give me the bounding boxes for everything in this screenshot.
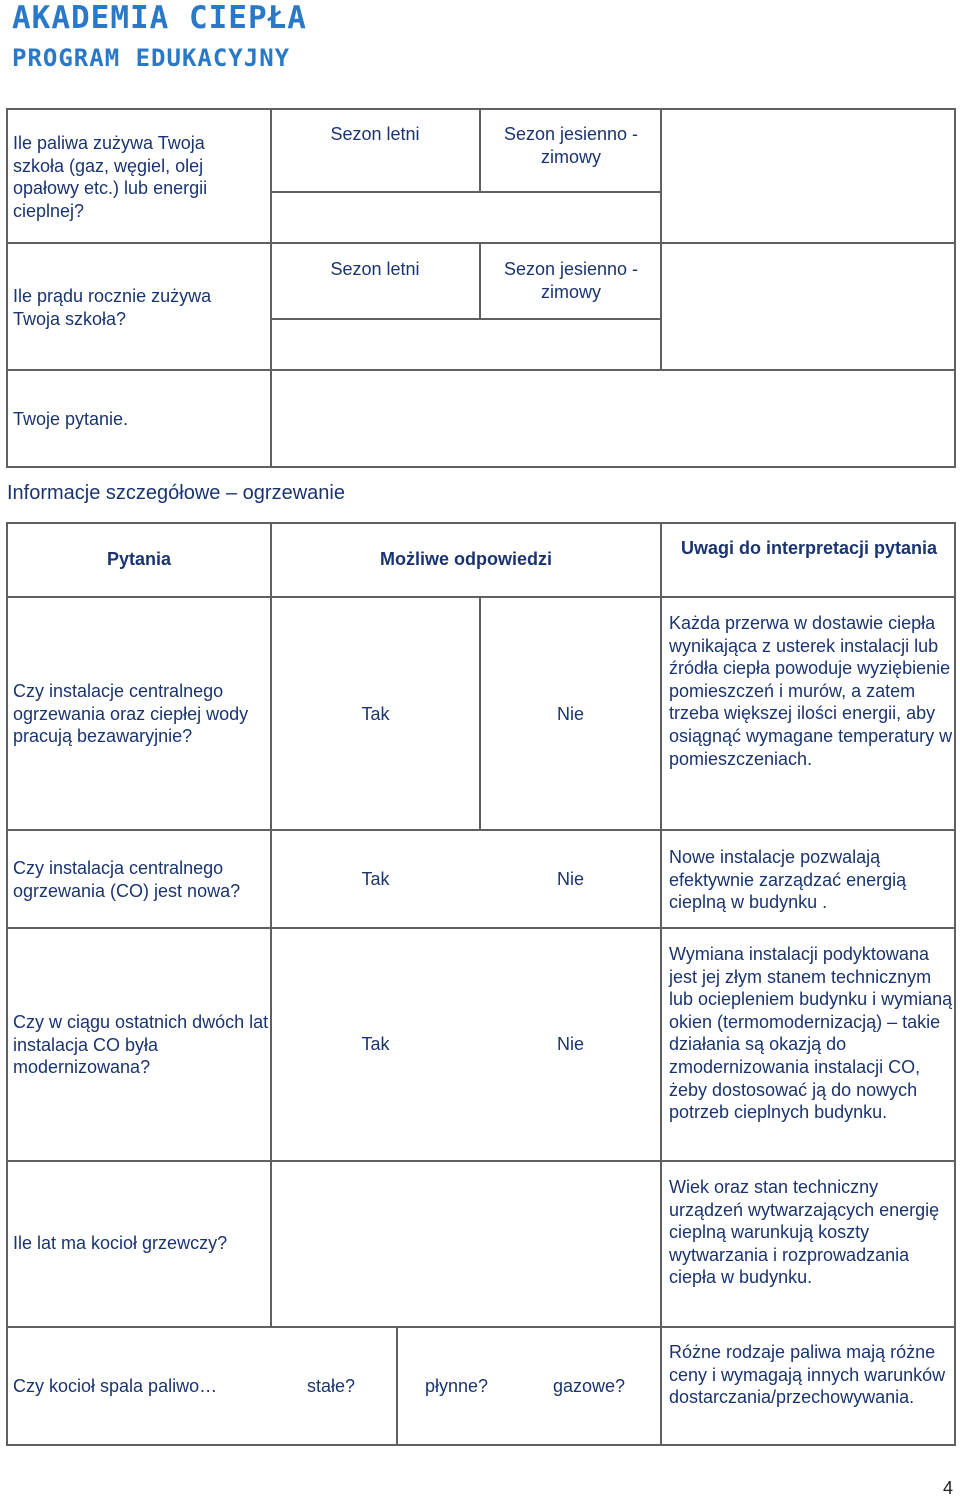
note-boiler-age: Wiek oraz stan techniczny urządzeń wytwarzających energię cieplną warunkują koszty wytwarzania i rozprowadzania ciepła w budynku. xyxy=(669,1177,940,1288)
question-boiler-age: Ile lat ma kocioł grzewczy? xyxy=(13,1233,228,1253)
fuel-autumn-winter-season-label: Sezon jesienno - zimowy xyxy=(503,124,639,167)
note-co-modernized: Wymiana instalacji podyktowana jest jej złym stanem technicznym lub ociepleniem budynku i wymianą okien (termomodernizacją) – takie działania są okazją do zmodernizowania instalacji CO, żeby dostosować ją do nowych potrzeb cieplnych budynku. xyxy=(669,944,953,1123)
answer-no: Nie xyxy=(556,869,584,889)
electricity-summer-season-label: Sezon letni xyxy=(330,259,420,279)
electricity-autumn-winter-season-label: Sezon jesienno - zimowy xyxy=(503,259,639,302)
note-co-new: Nowe instalacje pozwalają efektywnie zarządzać energią cieplną w budynku . xyxy=(669,847,907,913)
note-heating-reliability: Każda przerwa w dostawie ciepła wynikająca z usterek instalacji lub źródła ciepła powoduje wyziębienie pomieszczeń i murów, a zatem trzeba większej ilości energii, aby osiągnąć wymagane temperatury w pomieszczeniach. xyxy=(669,613,953,769)
section-heading: Informacje szczegółowe – ogrzewanie xyxy=(7,482,345,504)
logo-subtitle: PROGRAM EDUKACYJNY xyxy=(12,44,291,72)
header-questions: Pytania xyxy=(106,549,172,569)
answer-gas-fuel: gazowe? xyxy=(553,1376,626,1396)
electricity-usage-question: Ile prądu rocznie zużywa Twoja szkoła? xyxy=(13,286,212,329)
page-number: 4 xyxy=(943,1478,954,1498)
note-fuel-type: Różne rodzaje paliwa mają różne ceny i wymagają innych warunków dostarczania/przechowywania. xyxy=(669,1342,946,1408)
answer-solid-fuel: stałe? xyxy=(307,1376,356,1396)
answer-liquid-fuel: płynne? xyxy=(425,1376,489,1396)
question-heating-reliability: Czy instalacje centralnego ogrzewania oraz ciepłej wody pracują bezawaryjnie? xyxy=(13,681,249,747)
question-co-new: Czy instalacja centralnego ogrzewania (CO) jest nowa? xyxy=(13,858,241,901)
answer-yes: Tak xyxy=(361,704,390,724)
own-question-label: Twoje pytanie. xyxy=(13,409,129,429)
fuel-usage-question: Ile paliwa zużywa Twoja szkoła (gaz, węgiel, olej opałowy etc.) lub energii cieplnej? xyxy=(13,133,208,221)
question-co-modernized: Czy w ciągu ostatnich dwóch lat instalacja CO była modernizowana? xyxy=(13,1012,269,1078)
answer-yes: Tak xyxy=(361,1034,390,1054)
header-possible-answers: Możliwe odpowiedzi xyxy=(380,549,552,569)
fuel-summer-season-label: Sezon letni xyxy=(330,124,420,144)
logo-title: AKADEMIA CIEPŁA xyxy=(12,0,307,36)
question-fuel-type: Czy kocioł spala paliwo… xyxy=(13,1376,218,1396)
answer-no: Nie xyxy=(556,1034,584,1054)
answer-yes: Tak xyxy=(361,869,390,889)
answer-no: Nie xyxy=(556,704,584,724)
header-interpretation-notes: Uwagi do interpretacji pytania xyxy=(680,538,938,558)
